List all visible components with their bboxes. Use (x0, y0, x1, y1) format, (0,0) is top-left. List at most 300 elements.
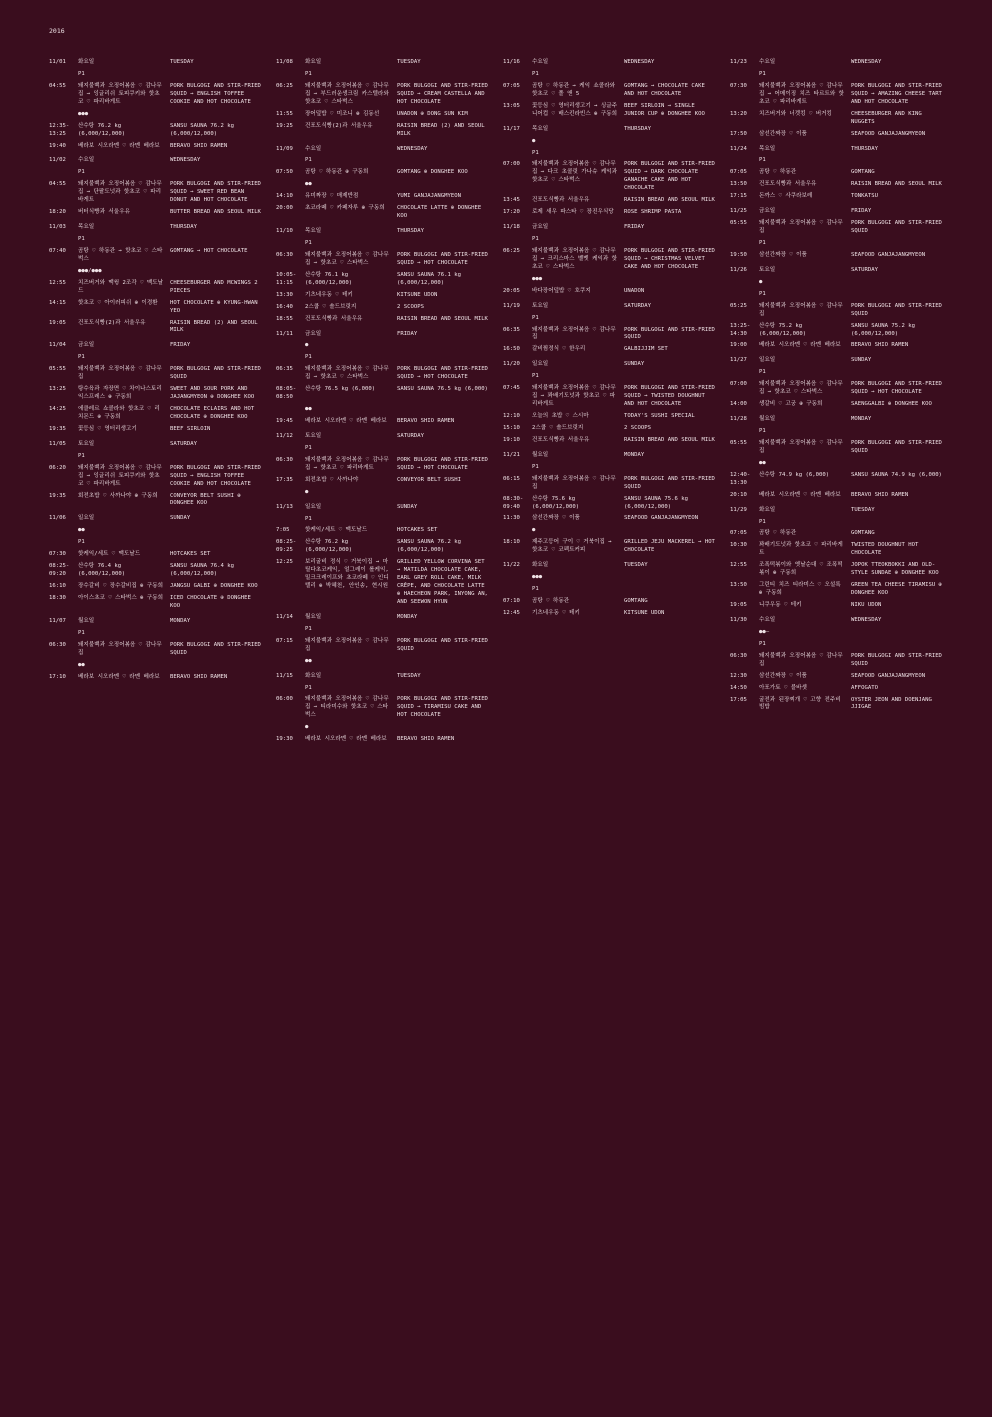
entry-english: CHEESEBURGER AND MCWINGS 2 PIECES (170, 279, 258, 294)
entry-time: 06:35 (503, 326, 520, 333)
entry-korean: 생갈비 ♡ 고궁 ⊕ 구동희 (759, 401, 823, 408)
entry-korean: 니쿠우동 ♡ 테키 (759, 602, 802, 608)
entry-english: UNADON (624, 287, 645, 294)
entry-english: SANSU SAUNA 76.5 kg (6,000) (397, 386, 488, 393)
entry-korean: 2스쿱 ♡ 솔드브릿지 (305, 303, 357, 310)
day-date: 11/03 (49, 224, 66, 231)
day-name-ko: 월요일 (532, 451, 549, 458)
day-block (49, 224, 263, 335)
entry-english: GOMTANG ⊕ DONGHEE KOO (397, 169, 468, 176)
meal-entry (49, 181, 263, 205)
day-date: 11/16 (503, 59, 520, 65)
entry-korean: 곰탕 ♡ 하동관 (759, 169, 797, 176)
entry-korean: 오늘의 초밥 ♡ 스시마 (532, 413, 589, 419)
day-block (49, 157, 263, 217)
entry-time: 08:25- 09:25 (276, 539, 297, 554)
day-block (49, 441, 263, 509)
entry-time: 06:20 (49, 464, 66, 471)
marker-line: P1 (305, 625, 312, 632)
day-name-ko: 수요일 (305, 145, 322, 152)
entry-korean: 돼지불백과 오징어볶음 ♡ 감나무집 → 핫초코 ♡ 스타벅스 (759, 381, 843, 396)
entry-time: 14:10 (276, 193, 293, 200)
entry-english: KITSUNE UDON (397, 291, 438, 298)
meal-entry (730, 323, 944, 339)
entry-time: 07:05 (730, 530, 747, 537)
marker-line: P1 (532, 149, 539, 156)
entry-korean: 산수탕 76.4 kg (6,000/12,000) (78, 563, 126, 578)
day-header (503, 224, 717, 232)
entry-korean: 건포도식빵(2)과 서울우유 (78, 319, 146, 326)
entry-english: 2 SCOOPS (624, 424, 651, 431)
day-header (730, 59, 944, 67)
day-name-en: SATURDAY (170, 440, 197, 447)
entry-english: PORK BULGOGI AND STIR-FRIED SQUID → HOT CHOCOLATE (397, 251, 488, 266)
diary-column-3 (503, 59, 717, 625)
entry-korean: 돼지불백과 오징어볶음 ♡ 감나무집 (78, 641, 162, 656)
entry-english: SEAFOOD GANJAJANGMYEON (851, 672, 926, 679)
day-date: 11/26 (730, 266, 747, 273)
day-block (730, 617, 944, 712)
day-header (503, 126, 717, 134)
entry-korean: 돼지불백과 오징어볶음 ♡ 감나무집 (532, 326, 616, 341)
day-date: 11/14 (276, 613, 293, 620)
entry-korean: 곰탕 ♡ 하동관 → 케익 쇼콜라와 핫초코 ♡ 폴 앤 5 (532, 82, 616, 97)
entry-time: 19:35 (49, 492, 66, 499)
meal-entry (276, 386, 490, 402)
entry-english: RAISIN BREAD AND SEOUL MILK (624, 197, 715, 204)
day-block (503, 59, 717, 119)
meal-entry (730, 562, 944, 578)
entry-korean: 돼지불백과 오징어볶음 ♡ 감나무집 → 핫초코 ♡ 파리바게트 (305, 456, 389, 471)
entry-english: SEAFOOD GANJAJANGMYEON (624, 515, 699, 522)
day-header (276, 504, 490, 512)
day-name-ko: 금요일 (305, 330, 322, 337)
marker-line: P1 (305, 70, 312, 77)
entry-time: 17:35 (276, 476, 293, 483)
entry-english: SEAFOOD GANJAJANGMYEON (851, 130, 926, 137)
meal-entry (730, 342, 944, 350)
entry-korean: 돼지불백과 오징어볶음 ♡ 감나무집 → 핫초코 ♡ 스타벅스 (305, 366, 389, 381)
meal-entry (503, 197, 717, 205)
meal-entry (49, 493, 263, 509)
day-date: 11/22 (503, 562, 520, 569)
meal-entry (730, 542, 944, 558)
meal-entry (276, 638, 490, 654)
day-date: 11/25 (730, 208, 747, 215)
day-name-ko: 토요일 (78, 440, 95, 447)
entry-time: 20:05 (503, 287, 520, 294)
entry-time: 14:50 (730, 684, 747, 691)
entry-english: PORK BULGOGI AND STIR-FRIED SQUID → SWEET RED BEAN DONUT AND HOT CHOCOLATE (170, 181, 261, 204)
entry-time: 19:30 (276, 736, 293, 743)
day-name-ko: 금요일 (78, 342, 95, 349)
entry-time: 12:55 (730, 562, 747, 569)
day-date: 11/05 (49, 440, 66, 447)
marker-line: ● (305, 724, 309, 731)
entry-english: BERAVO SHIO RAMEN (851, 491, 909, 498)
entry-english: BERAVO SHIO RAMEN (170, 142, 228, 149)
entry-korean: 건포도식빵과 서울우유 (305, 315, 363, 322)
entry-time: 12:55 (49, 279, 66, 286)
entry-korean: 유미짜장 ♡ 매제반점 (305, 193, 359, 200)
day-name-ko: 수요일 (759, 59, 776, 65)
entry-korean: 굴전과 된장찌개 ♡ 고향 전주비빔밥 (759, 696, 841, 711)
entry-time: 07:05 (503, 82, 520, 89)
entry-korean: 돼지불백과 오징어볶음 ♡ 감나무집 (759, 220, 843, 235)
entry-korean: 제주고등어 구이 ♡ 거북이집 → 핫초코 ♡ 코펙트커피 (532, 539, 612, 554)
entry-time: 13:30 (276, 291, 293, 298)
entry-english: PORK BULGOGI AND STIR-FRIED SQUID (851, 652, 942, 667)
marker-line: P1 (532, 314, 539, 321)
entry-time: 07:40 (49, 247, 66, 254)
marker-line: P1 (759, 240, 766, 246)
marker-line: ●●– (759, 628, 770, 635)
entry-korean: 로제 새우 파스타 ♡ 장진우식당 (532, 209, 614, 216)
entry-time: 06:25 (276, 82, 293, 89)
meal-entry (503, 248, 717, 272)
entry-english: PORK BULGOGI AND STIR-FRIED SQUID → DARK CHOCOLATE GANACHE CAKE AND HOT CHOCOLATE (624, 161, 715, 192)
meal-entry (503, 161, 717, 193)
entry-english: RAISIN BREAD AND SEOUL MILK (624, 436, 715, 443)
day-date: 11/10 (276, 228, 293, 235)
meal-entry (730, 440, 944, 456)
entry-time: 19:10 (503, 436, 520, 443)
day-name-en: SATURDAY (624, 302, 651, 309)
marker-line: P1 (78, 629, 85, 636)
entry-english: SEAFOOD GANJAJANGMYEON (851, 251, 926, 258)
day-name-ko: 화요일 (532, 562, 549, 569)
marker-line: ●●● (532, 275, 543, 282)
entry-english: SWEET AND SOUR PORK AND JAJANGMYEON ⊕ DONGHEE KOO (170, 386, 255, 401)
entry-time: 08:30- 09:40 (503, 495, 524, 510)
meal-entry (503, 610, 717, 618)
entry-english: PORK BULGOGI AND STIR-FRIED SQUID (851, 302, 942, 317)
entry-english: GOMTANG (851, 169, 875, 176)
entry-korean: 핫초코 ♡ 아이러피쉬 ⊕ 이경환 (78, 299, 158, 306)
meal-entry (49, 143, 263, 151)
meal-entry (503, 437, 717, 445)
entry-korean: 핫케익/세트 ♡ 맥도날드 (305, 527, 368, 534)
meal-entry (49, 595, 263, 611)
entry-korean: 돼지불백과 오징어볶음 ♡ 감나무집 (759, 302, 843, 317)
day-name-en: SUNDAY (851, 357, 872, 364)
marker-line: ●● (305, 406, 312, 413)
day-block (276, 504, 490, 607)
day-date: 11/18 (503, 224, 520, 231)
day-name-ko: 토요일 (305, 432, 322, 439)
marker-line: ●● (759, 459, 766, 466)
entry-korean: 베라보 시오라멘 ♡ 라멘 베라보 (78, 673, 160, 680)
meal-entry (276, 123, 490, 139)
marker-line: P1 (305, 354, 312, 361)
entry-korean: 건포도식빵과 서울우유 (532, 436, 590, 443)
entry-english: CONVEYOR BELT SUSHI (397, 476, 461, 483)
entry-english: SAENGGALBI ⊕ DONGHEE KOO (851, 401, 932, 408)
day-header (730, 617, 944, 625)
entry-korean: 돼지불백과 오징어볶음 ♡ 감나무집 → 단팥도넛과 핫초코 ♡ 파리바게트 (78, 181, 162, 204)
marker-line: P1 (759, 518, 766, 525)
entry-korean: 삼선간짜장 ♡ 이품 (759, 251, 807, 258)
marker-line: ● (532, 527, 536, 534)
day-block (49, 515, 263, 610)
entry-korean: 돼지불백과 오징어볶음 ♡ 감나무집 → 부드러운생크림 카스텔라와 핫초코 ♡ 스타벅스 (305, 82, 389, 105)
entry-korean: 기츠네우동 ♡ 테키 (305, 291, 353, 298)
meal-entry (503, 496, 717, 512)
entry-time: 13:20 (730, 110, 747, 117)
marker-line: P1 (532, 70, 539, 77)
day-date: 11/30 (730, 616, 747, 623)
entry-english: GOMTANG → CHOCOLATE CAKE AND HOT CHOCOLATE (624, 82, 705, 97)
entry-time: 06:30 (276, 251, 293, 258)
day-name-en: WEDNESDAY (851, 616, 882, 623)
meal-entry (276, 418, 490, 426)
year-label: 2016 (49, 27, 65, 35)
meal-entry (49, 563, 263, 579)
entry-english: PORK BULGOGI AND STIR-FRIED SQUID (624, 326, 715, 341)
marker-line: P1 (78, 236, 85, 242)
day-block (276, 614, 490, 666)
day-name-ko: 일요일 (759, 357, 776, 364)
day-date: 11/24 (730, 145, 747, 152)
entry-time: 19:40 (49, 142, 66, 149)
day-name-en: SATURDAY (397, 432, 424, 439)
day-block (730, 416, 944, 500)
meal-entry (276, 252, 490, 268)
entry-korean: 회전초밥 ♡ 사까나야 ⊕ 구동희 (78, 492, 158, 499)
day-date: 11/12 (276, 432, 293, 439)
entry-time: 18:20 (49, 209, 66, 216)
entry-time: 13:25- 14:30 (730, 322, 751, 337)
entry-english: SANSU SAUNA 76.4 kg (6,000/12,000) (170, 563, 234, 578)
marker-line: ● (759, 278, 763, 285)
entry-english: ROSE SHRIMP PASTA (624, 209, 682, 216)
entry-time: 05:55 (730, 439, 747, 446)
day-name-ko: 일요일 (305, 503, 322, 510)
marker-line: P1 (759, 428, 766, 434)
entry-english: AFFOGATO (851, 684, 878, 691)
day-header (49, 59, 263, 67)
day-date: 11/15 (276, 672, 293, 679)
day-block (730, 267, 944, 351)
day-block (503, 562, 717, 618)
diary-column-1 (49, 59, 263, 688)
meal-entry (276, 477, 490, 485)
entry-korean: 아포가토 ♡ 블바셋 (759, 684, 807, 691)
entry-english: TWISTED DOUGHNUT HOT CHOCOLATE (851, 542, 919, 557)
entry-korean: 2스쿱 ♡ 솔드브릿지 (532, 424, 584, 431)
meal-entry (730, 697, 944, 713)
meal-entry (503, 385, 717, 409)
entry-time: 04:55 (49, 181, 66, 188)
entry-english: BEEF SIRLOIN (170, 425, 211, 432)
meal-entry (276, 559, 490, 607)
day-header (276, 614, 490, 622)
entry-time: 19:00 (730, 342, 747, 349)
day-name-en: SATURDAY (851, 266, 878, 273)
entry-time: 13:50 (730, 582, 747, 589)
entry-english: BERAVO SHIO RAMEN (397, 736, 455, 743)
marker-line: P1 (305, 515, 312, 522)
meal-entry (276, 527, 490, 535)
day-date: 11/07 (49, 617, 66, 624)
day-header (49, 515, 263, 523)
day-name-en: SUNDAY (170, 515, 191, 522)
entry-time: 06:15 (503, 475, 520, 482)
meal-entry (49, 83, 263, 107)
entry-korean: 돼지불백과 오징어볶음 ♡ 감나무집 → 크리스마스 벨벳 케익과 핫초코 ♡ 스타벅스 (532, 247, 618, 270)
day-name-ko: 일요일 (78, 515, 95, 522)
marker-line: P1 (532, 373, 539, 380)
entry-time: 07:00 (503, 161, 520, 168)
day-header (276, 673, 490, 681)
entry-english: NIKU UDON (851, 602, 882, 608)
entry-korean: 돼지불백과 오징어볶음 ♡ 감나무집 (305, 637, 389, 652)
day-block (503, 361, 717, 445)
day-name-ko: 수요일 (759, 616, 776, 623)
entry-english: PORK BULGOGI AND STIR-FRIED SQUID → CHRISTMAS VELVET CAKE AND HOT CHOCOLATE (624, 247, 715, 270)
day-block (49, 618, 263, 682)
entry-time: 05:55 (730, 220, 747, 227)
entry-time: 12:30 (730, 672, 747, 679)
entry-korean: 장수갈비 ♡ 장수갈비집 ⊕ 구동희 (78, 583, 164, 589)
meal-entry (49, 642, 263, 658)
day-name-en: MONDAY (170, 617, 191, 624)
meal-entry (730, 252, 944, 260)
entry-time: 11:30 (503, 515, 520, 522)
meal-entry (276, 457, 490, 473)
entry-korean: 베라보 시오라멘 ♡ 라멘 베라보 (759, 342, 841, 349)
entry-time: 17:15 (730, 193, 747, 200)
marker-line: P1 (78, 354, 85, 361)
entry-korean: 삼선간짜장 ♡ 이품 (532, 515, 580, 522)
day-header (276, 433, 490, 441)
meal-entry (276, 193, 490, 201)
marker-line: ●● (305, 657, 312, 664)
entry-time: 19:35 (49, 425, 66, 432)
marker-line: P1 (305, 157, 312, 164)
entry-korean: 산수탕 75.2 kg (6,000/12,000) (759, 322, 807, 337)
day-name-en: TUESDAY (624, 562, 648, 569)
entry-time: 14:00 (730, 401, 747, 408)
meal-entry (730, 582, 944, 598)
entry-time: 05:55 (49, 366, 66, 373)
day-name-en: SUNDAY (624, 361, 645, 368)
entry-korean: 그린티 치즈 티라미스 ♡ 오설록 ⊕ 구동희 (759, 582, 841, 597)
entry-korean: 산수탕 74.9 kg (6,000) (759, 471, 830, 478)
entry-time: 07:45 (503, 385, 520, 392)
entry-korean: 꽃등심 ♡ 영터리생고기 (78, 425, 137, 432)
day-name-en: MONDAY (397, 613, 418, 620)
entry-english: CONVEYOR BELT SUSHI ⊕ DONGHEE KOO (170, 492, 241, 507)
day-date: 11/17 (503, 125, 520, 132)
meal-entry (276, 736, 490, 744)
meal-entry (730, 381, 944, 397)
meal-entry (503, 539, 717, 555)
marker-line: P1 (759, 70, 766, 77)
day-name-ko: 화요일 (305, 672, 322, 679)
entry-english: OYSTER JEON AND DOENJANG JJIGAE (851, 696, 932, 711)
entry-time: 20:00 (276, 205, 293, 212)
day-header (49, 618, 263, 626)
day-name-ko: 목요일 (532, 125, 549, 132)
day-header (49, 441, 263, 449)
entry-english: JOPOK TTEOKBOKKI AND OLD-STYLE SUNDAE ⊕ DONGHEE KOO (851, 562, 939, 577)
entry-time: 19:45 (276, 418, 293, 424)
day-name-ko: 월요일 (759, 416, 776, 423)
entry-english: SANSU SAUNA 76.1 kg (6,000/12,000) (397, 271, 461, 286)
diary-column-4 (730, 59, 944, 719)
entry-english: SANSU SAUNA 76.2 kg (6,000/12,000) (170, 122, 234, 137)
entry-korean: 버터식빵과 서울우유 (78, 209, 131, 216)
entry-korean: 조폭떡볶이와 옛날순대 ♡ 조폭떡볶이 ⊕ 구동희 (759, 562, 843, 577)
entry-korean: 건포도식빵과 서울우유 (759, 181, 817, 188)
entry-time: 17:20 (503, 209, 520, 216)
entry-korean: 갈비찜정식 ♡ 한우리 (532, 346, 586, 353)
meal-entry (276, 111, 490, 119)
meal-entry (503, 103, 717, 119)
entry-korean: 베라보 시오라멘 ♡ 라멘 베라보 (305, 736, 387, 743)
entry-time: 07:30 (730, 82, 747, 89)
day-name-en: THURSDAY (170, 224, 197, 231)
entry-english: CHEESEBURGER AND KING NUGGETS (851, 110, 922, 125)
marker-line: P1 (759, 157, 766, 164)
meal-entry (503, 425, 717, 433)
entry-time: 14:15 (49, 299, 66, 306)
day-block (49, 342, 263, 433)
meal-entry (503, 515, 717, 523)
day-date: 11/13 (276, 503, 293, 510)
entry-time: 14:25 (49, 406, 66, 412)
entry-time: 13:45 (503, 197, 520, 204)
entry-english: ICED CHOCOLATE ⊕ DONGHEE KOO (170, 594, 251, 609)
meal-entry (730, 220, 944, 236)
meal-entry (730, 685, 944, 693)
day-name-en: SUNDAY (397, 503, 418, 510)
day-name-ko: 수요일 (532, 59, 549, 65)
entry-english: SANSU SAUNA 75.6 kg (6,000/12,000) (624, 495, 688, 510)
day-name-en: TUESDAY (851, 506, 875, 513)
meal-entry (276, 292, 490, 300)
day-name-en: MONDAY (851, 416, 872, 423)
meal-entry (730, 653, 944, 669)
day-block (276, 673, 490, 745)
entry-time: 12:40- 13:30 (730, 471, 751, 486)
meal-entry (730, 131, 944, 139)
marker-line: P1 (759, 369, 766, 376)
entry-english: PORK BULGOGI AND STIR-FRIED SQUID → TIRAMISU CAKE AND HOT CHOCOLATE (397, 696, 488, 719)
entry-time: 15:10 (503, 424, 520, 431)
day-header (276, 59, 490, 67)
day-name-en: THURSDAY (397, 228, 424, 235)
marker-line: P1 (759, 640, 766, 647)
entry-time: 19:05 (49, 319, 66, 326)
entry-korean: 탕수육과 자장면 ♡ 차이나스토리 익스프레스 ⊕ 구동희 (78, 386, 162, 401)
entry-english: RAISIN BREAD AND SEOUL MILK (851, 181, 942, 188)
entry-korean: 베라보 시오라멘 ♡ 라멘 베라보 (78, 142, 160, 149)
entry-time: 11:55 (276, 110, 293, 117)
day-name-en: FRIDAY (170, 342, 191, 349)
marker-line: P1 (78, 539, 85, 546)
day-name-ko: 월요일 (305, 613, 322, 620)
entry-english: PORK BULGOGI AND STIR-FRIED SQUID → ENGLISH TOFFEE COOKIE AND HOT CHOCOLATE (170, 82, 261, 105)
day-name-en: WEDNESDAY (851, 59, 882, 65)
entry-time: 07:05 (730, 169, 747, 176)
day-name-en: FRIDAY (397, 330, 418, 337)
entry-english: SANSU SAUNA 76.2 kg (6,000/12,000) (397, 539, 461, 554)
entry-korean: 보리굴비 정식 ♡ 거북이집 → 마틸다초코케익, 얼그레이 롤케익, 밀크크레이프와 초코라떼 ♡ 인디텔리 ⊕ 박혜천, 안인송, 현시원 (305, 559, 389, 590)
entry-korean: 꽃등심 ♡ 영터리생고기 → 싱글주니어컵 ♡ 배스킨라빈스 ⊕ 구동희 (532, 102, 618, 117)
entry-korean: 산수탕 76.2 kg (6,000/12,000) (305, 539, 353, 554)
